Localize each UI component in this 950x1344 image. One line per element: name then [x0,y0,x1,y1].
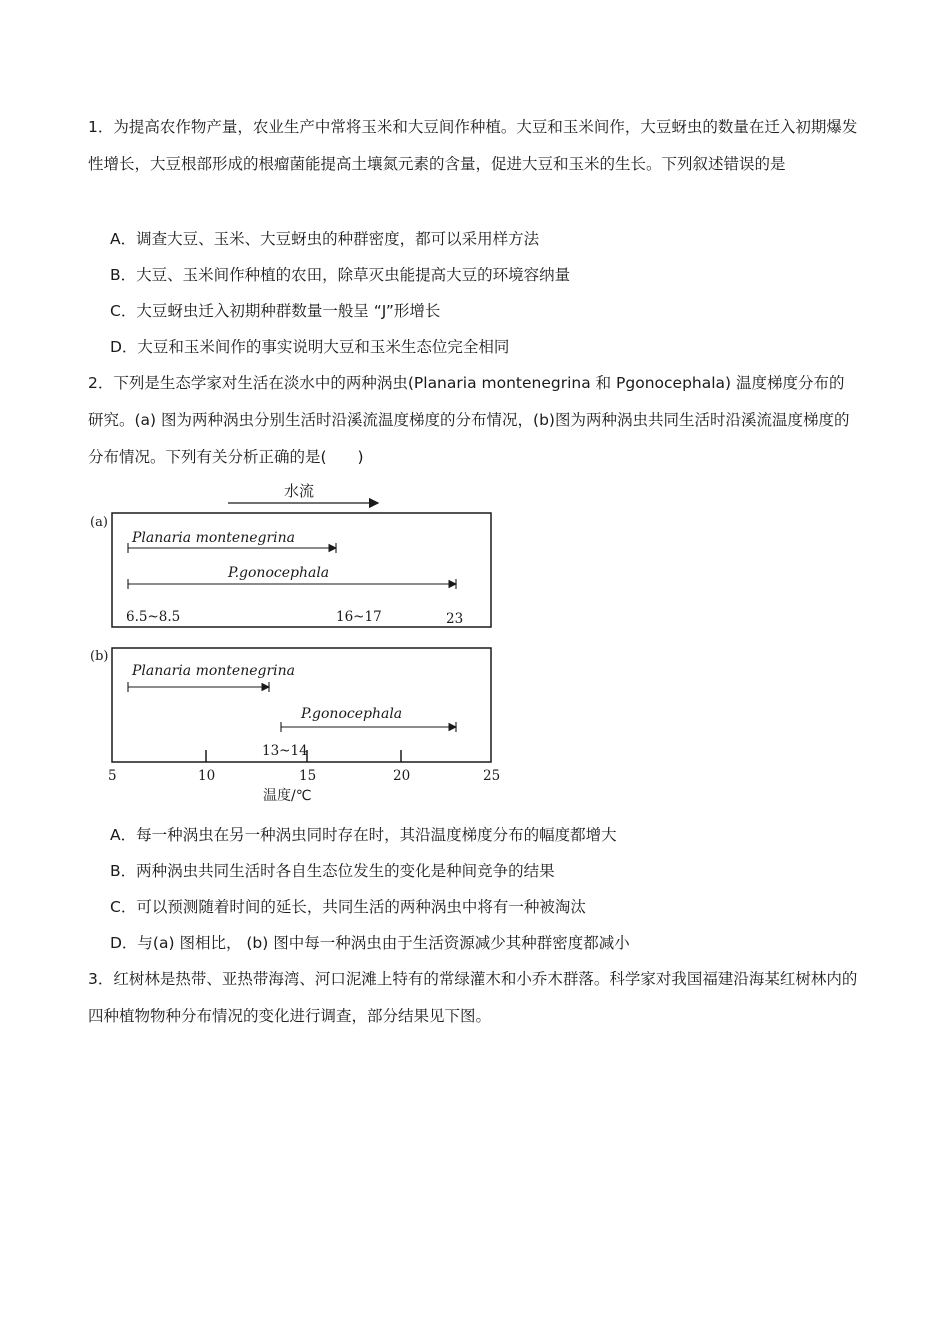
q1-option-b: B．大豆、玉米间作种植的农田，除草灭虫能提高大豆的环境容纳量 [110,266,571,284]
panel-b-label: (b) [90,649,109,664]
q3-stem: 3．红树林是热带、亚热带海湾、河口泥滩上特有的常绿灌木和小乔木群落。科学家对我国福建沿海某红树林内的四种植物物种分布情况的变化进行调查，部分结果见下图。 [88,970,858,1025]
panel-a-species1-label: Planaria montenegrina [132,530,296,546]
q1-option-c: C．大豆蚜虫迁入初期种群数量一般呈 “J”形增长 [110,302,441,320]
q2-option-c: C．可以预测随着时间的延长，共同生活的两种涡虫中将有一种被淘汰 [110,898,586,916]
panel-a-mid-temp: 16~17 [336,609,382,625]
q2-option-d: D．与(a) 图相比， (b) 图中每一种涡虫由于生活资源减少其种群密度都减小 [110,934,630,952]
flatworm-temperature-figure [86,478,506,808]
x-axis-label: 温度/℃ [263,788,312,804]
panel-a-high-temp: 23 [446,611,464,627]
panel-a-species2-label: P.gonocephala [228,565,330,581]
q1-option-a: A．调查大豆、玉米、大豆蚜虫的种群密度，都可以采用样方法 [110,230,540,248]
panel-b-species2-label: P.gonocephala [301,706,403,722]
q2-option-a: A．每一种涡虫在另一种涡虫同时存在时，其沿温度梯度分布的幅度都增大 [110,826,617,844]
tick-5: 5 [108,768,117,784]
tick-25: 25 [483,768,501,784]
panel-b-species1-label: Planaria montenegrina [132,663,296,679]
panel-a-low-temp: 6.5~8.5 [126,609,181,625]
q1-stem: 1．为提高农作物产量，农业生产中常将玉米和大豆间作种植。大豆和玉米间作，大豆蚜虫的数量在迁入初期爆发性增长，大豆根部形成的根瘤菌能提高土壤氮元素的含量，促进大豆和玉米的生长。下列叙述错误的是 [88,118,858,173]
tick-20: 20 [393,768,411,784]
q1-option-d: D．大豆和玉米间作的事实说明大豆和玉米生态位完全相同 [110,338,510,356]
q2-option-b: B．两种涡虫共同生活时各自生态位发生的变化是种间竞争的结果 [110,862,555,880]
q2-stem: 2．下列是生态学家对生活在淡水中的两种涡虫(Planaria montenegrina 和 Pgonocephala) 温度梯度分布的研究。(a) 图为两种涡虫分别生活时沿溪流温度梯度的分布情况，(b)图为两种涡虫共同生活时沿溪流温度梯度的分布情况。下列有关分析正确的是( ) [88,374,850,466]
tick-15: 15 [299,768,317,784]
tick-10: 10 [198,768,216,784]
panel-b-mid-temp: 13~14 [262,743,308,759]
flow-label: 水流 [284,482,315,500]
panel-a-label: (a) [90,515,108,530]
